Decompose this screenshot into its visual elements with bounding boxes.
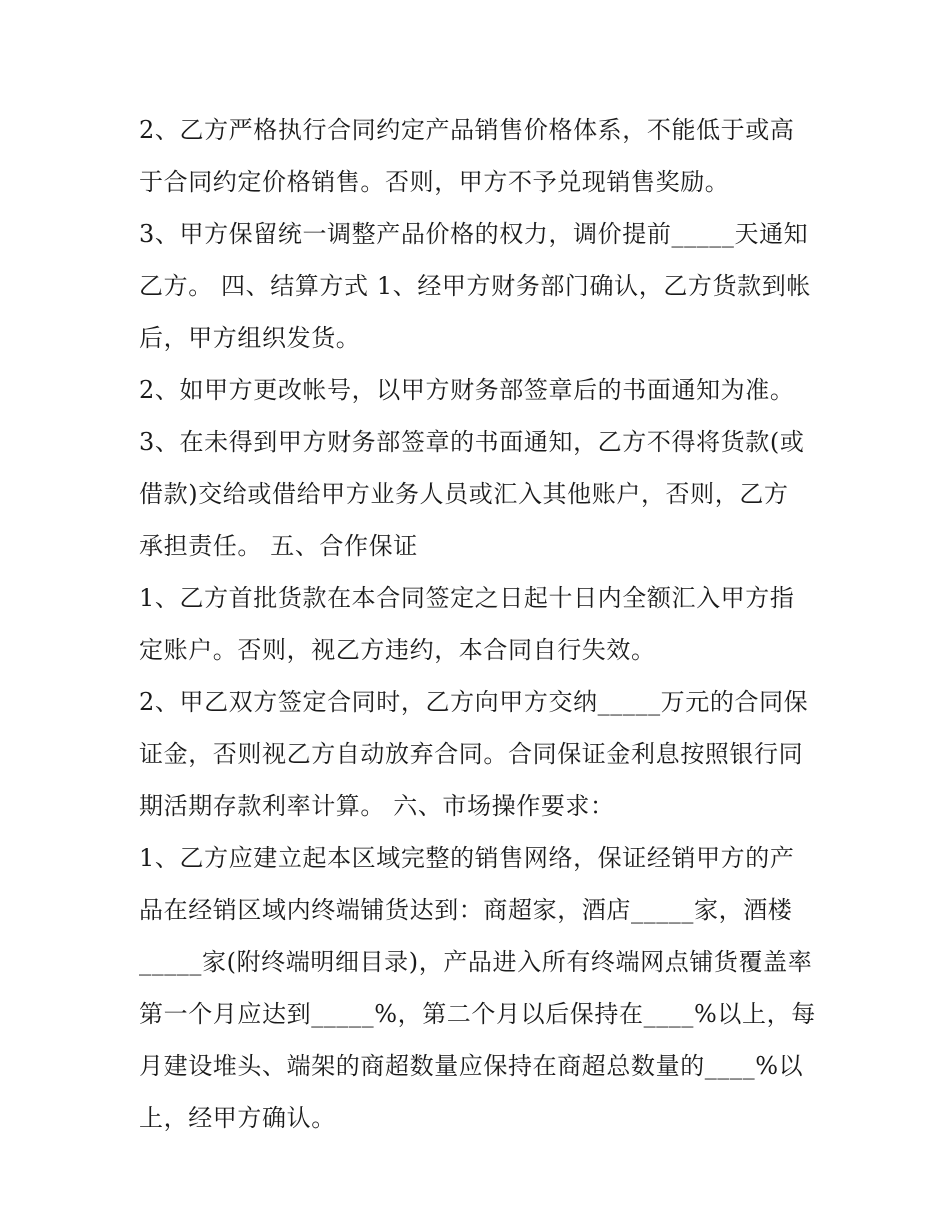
text-line: 第一个月应达到_____%，第二个月以后保持在____%以上，每 bbox=[139, 1000, 816, 1028]
text-line: 证金，否则视乙方自动放弃合同。合同保证金利息按照银行同 bbox=[139, 740, 804, 768]
text-line: 月建设堆头、端架的商超数量应保持在商超总数量的____%以 bbox=[139, 1052, 804, 1080]
text-line: 借款)交给或借给甲方业务人员或汇入其他账户，否则，乙方 bbox=[139, 480, 789, 508]
text-line: 1、乙方应建立起本区域完整的销售网络，保证经销甲方的产 bbox=[139, 844, 795, 872]
text-line: 乙方。 四、结算方式 1、经甲方财务部门确认，乙方货款到帐 bbox=[139, 272, 811, 300]
text-line: 后，甲方组织发货。 bbox=[139, 324, 361, 352]
text-line: 2、乙方严格执行合同约定产品销售价格体系，不能低于或高 bbox=[139, 116, 795, 144]
text-line: 于合同约定价格销售。否则，甲方不予兑现销售奖励。 bbox=[139, 168, 730, 196]
text-line: 3、在未得到甲方财务部签章的书面通知，乙方不得将货款(或 bbox=[139, 428, 805, 456]
text-line: 2、甲乙双方签定合同时，乙方向甲方交纳_____万元的合同保 bbox=[139, 688, 809, 716]
document-body bbox=[139, 104, 819, 1144]
text-line: 定账户。否则，视乙方违约，本合同自行失效。 bbox=[139, 636, 656, 664]
text-line: 2、如甲方更改帐号，以甲方财务部签章后的书面通知为准。 bbox=[139, 376, 795, 404]
text-line: 上，经甲方确认。 bbox=[139, 1104, 336, 1132]
text-line: 品在经销区域内终端铺货达到：商超家，酒店_____家，酒楼 bbox=[139, 896, 793, 924]
text-line: 1、乙方首批货款在本合同签定之日起十日内全额汇入甲方指 bbox=[139, 584, 795, 612]
text-line: 承担责任。 五、合作保证 bbox=[139, 532, 418, 560]
text-line: 3、甲方保留统一调整产品价格的权力，调价提前_____天通知 bbox=[139, 220, 809, 248]
text-line: 期活期存款利率计算。 六、市场操作要求： bbox=[139, 792, 615, 820]
text-line: _____家(附终端明细目录)，产品进入所有终端网点铺货覆盖率 bbox=[139, 948, 813, 976]
